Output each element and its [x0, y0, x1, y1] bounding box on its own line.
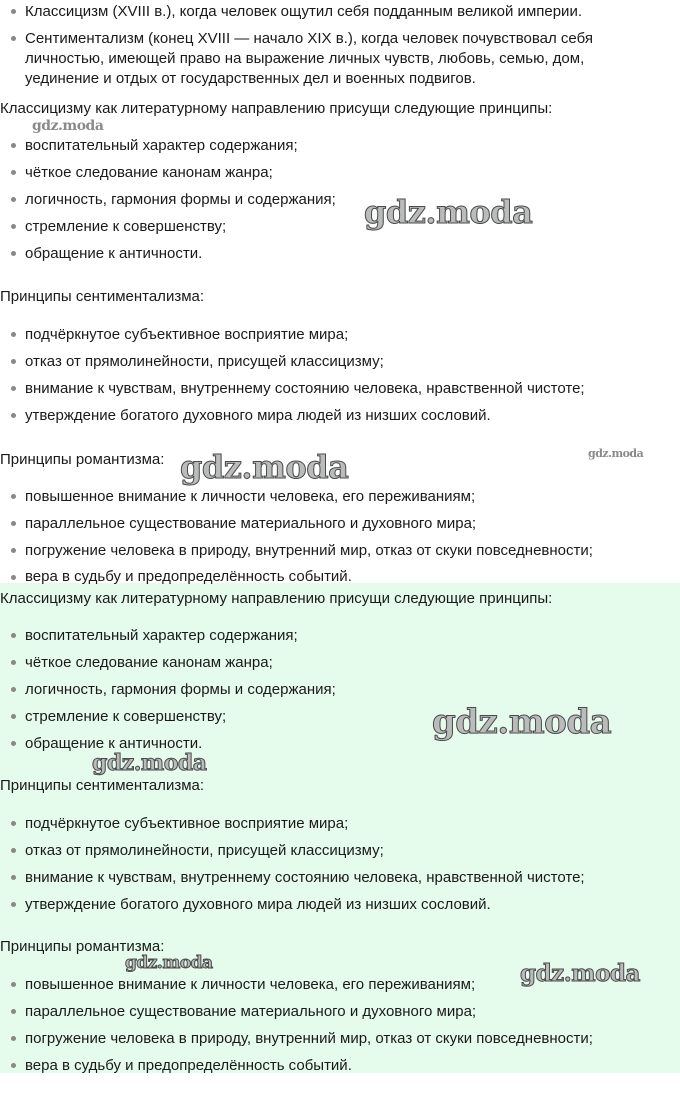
section-heading: Принципы сентиментализма: — [0, 288, 205, 305]
bullet-icon — [11, 660, 16, 665]
list-item: стремление к совершенству; — [25, 708, 227, 725]
section-heading: Принципы романтизма: — [0, 451, 165, 468]
list-item: утверждение богатого духовного мира людей из низших сословий. — [25, 896, 491, 913]
watermark: gdz.moda — [32, 118, 104, 134]
bullet-icon — [11, 633, 16, 638]
watermark: gdz.moda — [520, 960, 640, 987]
list-item: параллельное существование материального и духовного мира; — [25, 1003, 477, 1020]
bullet-icon — [11, 386, 16, 391]
bullet-icon — [11, 332, 16, 337]
list-item: повышенное внимание к личности человека, его переживаниям; — [25, 976, 476, 993]
list-item: Сентиментализм (конец XVIII — начало XIX в.), когда человек почувствовал себя — [25, 30, 593, 47]
list-item: вера в судьбу и предопределённость событий. — [25, 568, 352, 585]
bullet-icon — [11, 821, 16, 826]
bullet-icon — [11, 848, 16, 853]
list-item: подчёркнутое субъективное восприятие мира; — [25, 815, 349, 832]
bullet-icon — [11, 143, 16, 148]
bullet-icon — [11, 687, 16, 692]
list-item: чёткое следование канонам жанра; — [25, 654, 273, 671]
list-item: параллельное существование материального и духовного мира; — [25, 515, 477, 532]
bullet-icon — [11, 36, 16, 41]
list-item: отказ от прямолинейности, присущей классицизму; — [25, 842, 384, 859]
list-item: отказ от прямолинейности, присущей классицизму; — [25, 353, 384, 370]
bullet-icon — [11, 521, 16, 526]
list-item: обращение к античности. — [25, 245, 203, 262]
section-heading: Принципы романтизма: — [0, 938, 165, 955]
bullet-icon — [11, 714, 16, 719]
bullet-icon — [11, 251, 16, 256]
list-item: стремление к совершенству; — [25, 218, 227, 235]
bullet-icon — [11, 494, 16, 499]
bullet-icon — [11, 359, 16, 364]
watermark: gdz.moda — [588, 447, 644, 460]
list-item: чёткое следование канонам жанра; — [25, 164, 273, 181]
list-item: погружение человека в природу, внутренний мир, отказ от скуки повседневности; — [25, 542, 593, 559]
bullet-icon — [11, 741, 16, 746]
bullet-icon — [11, 197, 16, 202]
bullet-icon — [11, 413, 16, 418]
list-item: утверждение богатого духовного мира людей из низших сословий. — [25, 407, 491, 424]
watermark: gdz.moda — [180, 448, 349, 486]
list-item: внимание к чувствам, внутреннему состоянию человека, нравственной чистоте; — [25, 380, 585, 397]
list-item: воспитательный характер содержания; — [25, 137, 298, 154]
list-item: повышенное внимание к личности человека, его переживаниям; — [25, 488, 476, 505]
list-item: Классицизм (XVIII в.), когда человек ощутил себя подданным великой империи. — [25, 3, 582, 20]
list-item: логичность, гармония формы и содержания; — [25, 191, 336, 208]
list-item: вера в судьбу и предопределённость событий. — [25, 1057, 352, 1074]
watermark: gdz.moda — [364, 193, 533, 231]
bullet-icon — [11, 224, 16, 229]
section-heading: Классицизму как литературному направлению присущи следующие принципы: — [0, 590, 553, 607]
bullet-icon — [11, 1063, 16, 1068]
list-item: внимание к чувствам, внутреннему состоянию человека, нравственной чистоте; — [25, 869, 585, 886]
bullet-icon — [11, 1036, 16, 1041]
bullet-icon — [11, 548, 16, 553]
watermark: gdz.moda — [125, 953, 213, 973]
list-item: погружение человека в природу, внутренний мир, отказ от скуки повседневности; — [25, 1030, 593, 1047]
list-item-continued: уединение и отдых от государственных дел и военных подвигов. — [25, 70, 476, 87]
bullet-icon — [11, 9, 16, 14]
section-heading: Классицизму как литературному направлению присущи следующие принципы: — [0, 100, 553, 117]
bullet-icon — [11, 575, 16, 580]
watermark: gdz.moda — [432, 702, 612, 742]
bullet-icon — [11, 170, 16, 175]
list-item: логичность, гармония формы и содержания; — [25, 681, 336, 698]
section-heading: Принципы сентиментализма: — [0, 777, 205, 794]
bullet-icon — [11, 982, 16, 987]
list-item: обращение к античности. — [25, 735, 203, 752]
bullet-icon — [11, 1009, 16, 1014]
list-item-continued: личностью, имеющей право на выражение личных чувств, любовь, семью, дом, — [25, 50, 585, 67]
list-item: воспитательный характер содержания; — [25, 627, 298, 644]
list-item: подчёркнутое субъективное восприятие мира; — [25, 326, 349, 343]
bullet-icon — [11, 902, 16, 907]
bullet-icon — [11, 875, 16, 880]
watermark: gdz.moda — [92, 750, 207, 776]
